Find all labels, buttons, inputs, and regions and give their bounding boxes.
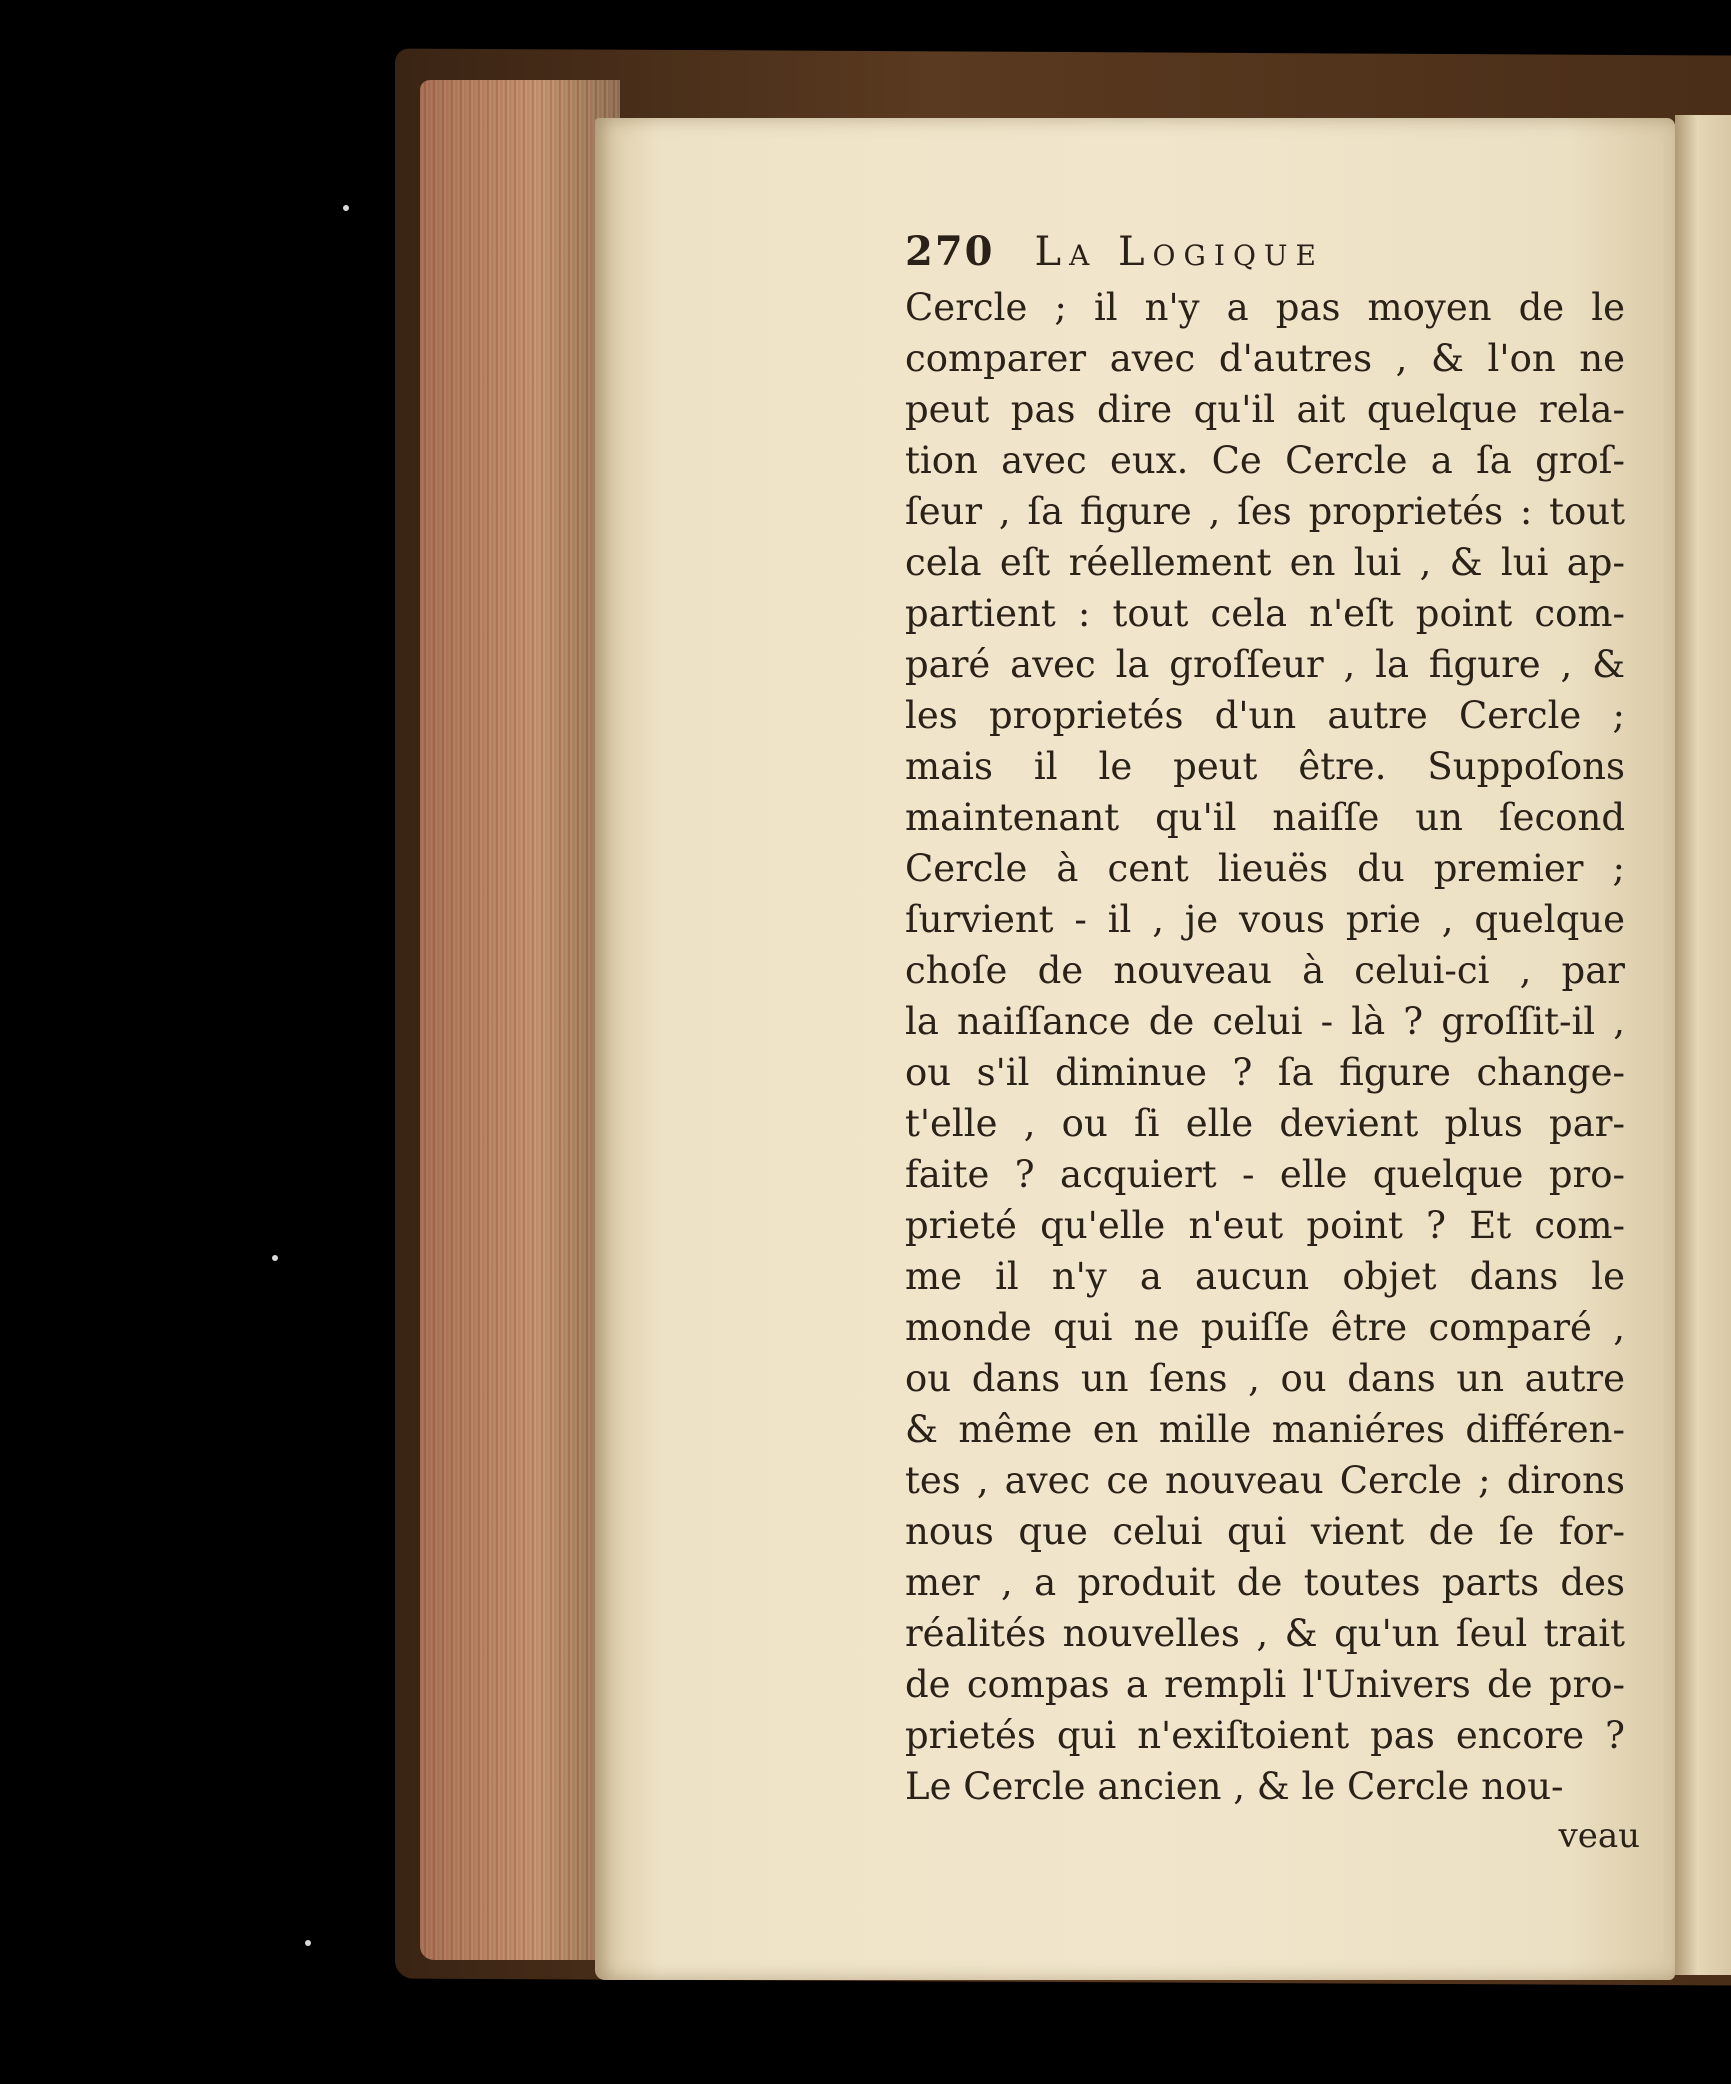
text-line: ſeur , ſa figure , ſes proprietés : tout [905, 490, 1625, 533]
text-line: partient : tout cela n'eſt point com- [905, 592, 1625, 635]
text-line: & même en mille maniéres différen- [905, 1408, 1625, 1451]
text-line: la naiſſance de celui - là ? groſſit-il , [905, 1000, 1625, 1043]
page-header [905, 228, 1645, 282]
text-line: mais il le peut être. Suppoſons [905, 745, 1625, 788]
text-line: nous que celui qui vient de ſe for- [905, 1510, 1625, 1553]
page-edges [420, 80, 620, 1960]
text-line: ou dans un ſens , ou dans un autre [905, 1357, 1625, 1400]
facing-page [1675, 115, 1731, 1975]
text-line: tes , avec ce nouveau Cercle ; dirons [905, 1459, 1625, 1502]
text-line: comparer avec d'autres , & l'on ne [905, 337, 1625, 380]
text-line: maintenant qu'il naiſſe un ſecond [905, 796, 1625, 839]
dust-speck [343, 205, 349, 211]
catchword: veau [1558, 1816, 1640, 1856]
text-line: prietés qui n'exiſtoient pas encore ? [905, 1714, 1625, 1757]
text-line: paré avec la groſſeur , la figure , & [905, 643, 1625, 686]
text-line: réalités nouvelles , & qu'un ſeul trait [905, 1612, 1625, 1655]
text-line: tion avec eux. Ce Cercle a ſa groſ- [905, 439, 1625, 482]
text-line: mer , a produit de toutes parts des [905, 1561, 1625, 1604]
text-line: peut pas dire qu'il ait quelque rela- [905, 388, 1625, 431]
dust-speck [272, 1255, 278, 1261]
text-line: de compas a rempli l'Univers de pro- [905, 1663, 1625, 1706]
text-line: cela eſt réellement en lui , & lui ap- [905, 541, 1625, 584]
text-line: ſurvient - il , je vous prie , quelque [905, 898, 1625, 941]
text-line: Cercle ; il n'y a pas moyen de le [905, 286, 1625, 329]
text-line: les proprietés d'un autre Cercle ; [905, 694, 1625, 737]
dust-speck [305, 1940, 311, 1946]
running-head: La Logique [1034, 229, 1324, 275]
text-line: ou s'il diminue ? ſa figure change- [905, 1051, 1625, 1094]
page-text [905, 228, 1645, 1860]
text-line: Le Cercle ancien , & le Cercle nou- [905, 1765, 1564, 1808]
text-line: choſe de nouveau à celui-ci , par [905, 949, 1625, 992]
text-line: Cercle à cent lieuës du premier ; [905, 847, 1625, 890]
text-line: faite ? acquiert - elle quelque pro- [905, 1153, 1625, 1196]
text-line: t'elle , ou ſi elle devient plus par- [905, 1102, 1625, 1145]
page-number: 270 [905, 228, 995, 275]
text-line: me il n'y a aucun objet dans le [905, 1255, 1625, 1298]
text-line: monde qui ne puiſſe être comparé , [905, 1306, 1625, 1349]
text-line: prieté qu'elle n'eut point ? Et com- [905, 1204, 1625, 1247]
